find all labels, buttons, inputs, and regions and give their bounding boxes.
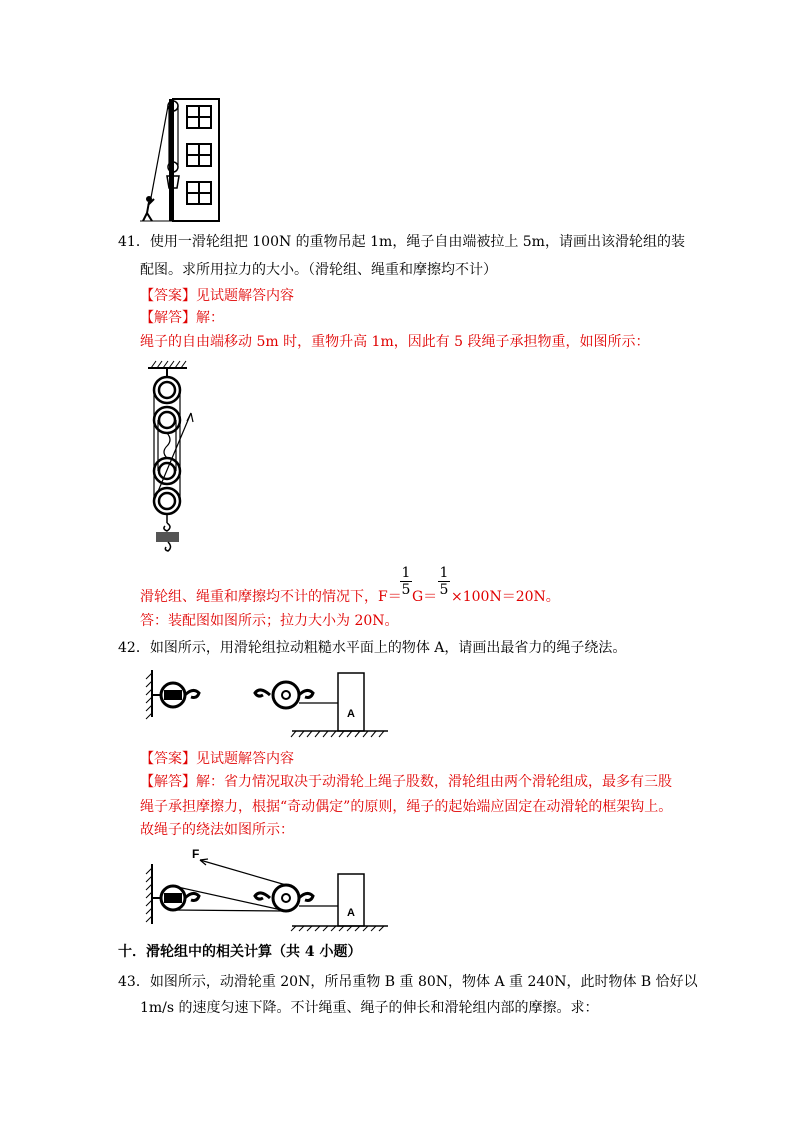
q43-line1: 43．如图所示，动滑轮重 20N，所吊重物 B 重 80N，物体 A 重 240N，此时物体 B 恰好以 [118,974,698,990]
q42-solution-line2: 绳子承担摩擦力，根据“奇动偶定”的原则，绳子的起始端应固定在动滑轮的框架钩上。 [140,799,673,815]
q41-answer-label: 【答案】见试题解答内容 [140,288,294,304]
q42-block-label-bottom: A [347,907,355,919]
q41-frac1-denominator: 5 [401,582,411,598]
q42-question: 42．如图所示，用滑轮组拉动粗糙水平面上的物体 A，请画出最省力的绳子绕法。 [118,640,627,656]
q41-question-line1: 41．使用一滑轮组把 100N 的重物吊起 1m，绳子自由端被拉上 5m，请画出该滑轮组的装 [118,234,685,250]
pulley-block-a-figure [142,665,392,745]
q42-solution-line1: 【解答】解：省力情况取决于动滑轮上绳子股数，滑轮组由两个滑轮组成，最多有三股 [140,774,672,790]
section-title: 十．滑轮组中的相关计算（共 4 小题） [118,944,362,960]
q43-line2: 1m/s 的速度匀速下降。不计绳重、绳子的伸长和滑轮组内部的摩擦。求： [140,1000,599,1016]
q41-frac2-numerator: 1 [439,565,449,581]
q41-formula-prefix: 滑轮组、绳重和摩擦均不计的情况下，F＝ [140,589,402,605]
pulley-block-figure [145,358,205,553]
building-pulley-figure [140,95,240,225]
wound-pulley-figure [142,842,392,932]
q42-block-label-top: A [347,708,355,720]
q41-formula-mid: G＝ [412,589,438,605]
q41-frac1-numerator: 1 [401,565,411,581]
q42-force-label: F [192,847,200,861]
q41-solution-text: 绳子的自由端移动 5m 时，重物升高 1m，因此有 5 段绳子承担物重，如图所示： [140,334,650,350]
q42-solution-line3: 故绳子的绕法如图所示： [140,822,294,838]
q41-solution-label: 【解答】解： [140,310,224,326]
q42-answer-label: 【答案】见试题解答内容 [140,751,294,767]
q41-final-answer: 答：装配图如图所示；拉力大小为 20N。 [140,613,399,629]
q41-question-line2: 配图。求所用拉力的大小。（滑轮组、绳重和摩擦均不计） [140,262,497,278]
q41-formula-end: ×100N＝20N。 [451,589,560,605]
q41-frac2-denominator: 5 [439,582,449,598]
